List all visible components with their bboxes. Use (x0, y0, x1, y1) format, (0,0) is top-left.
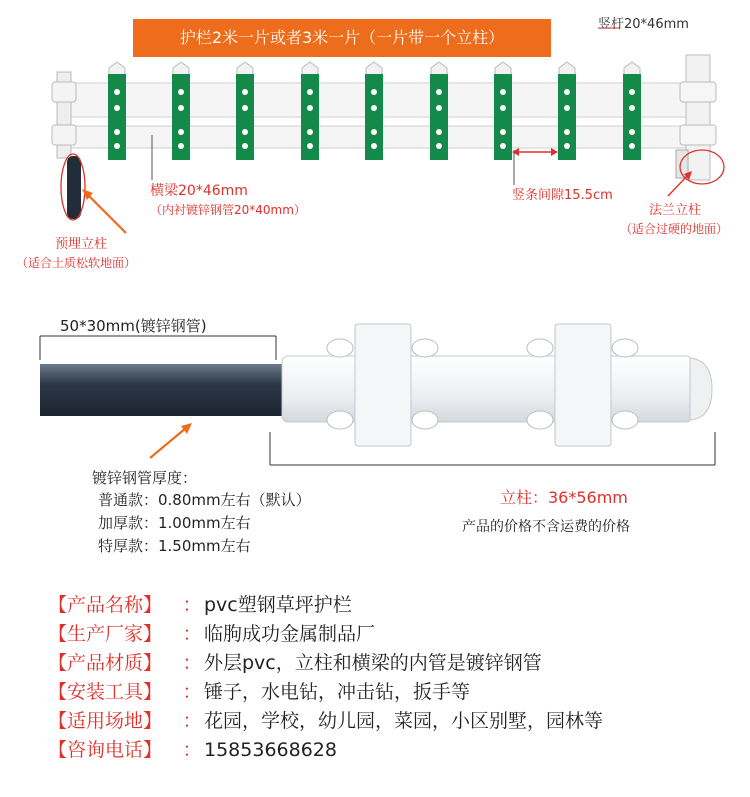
info-key: 【安装工具】 (48, 681, 163, 703)
fence-picket (108, 62, 126, 160)
info-row-venues (48, 707, 603, 735)
thickness-row: 加厚款：1.00mm左右 (98, 514, 251, 532)
fence-picket (365, 62, 383, 160)
thickness-row: 普通款：0.80mm左右（默认） (98, 491, 311, 509)
info-value: pvc塑钢草坪护栏 (204, 594, 352, 616)
pipe-size-label: 50*30mm(镀锌钢管) (60, 317, 207, 335)
fence-picket (172, 62, 190, 160)
info-value: 锤子，水电钻，冲击钻，扳手等 (204, 681, 471, 703)
gap-label: 竖条间隙15.5cm (512, 188, 613, 203)
embed-sub-label: （适合土质松软地面） (16, 256, 137, 270)
thickness-row: 特厚款：1.50mm左右 (98, 537, 251, 555)
fence-picket (301, 62, 319, 160)
fence-illustration (0, 0, 750, 290)
thickness-title: 镀锌钢管厚度： (92, 469, 198, 487)
beam-label: 横梁20*46mm (150, 183, 248, 199)
info-key: 【适用场地】 (48, 710, 163, 732)
info-row-phone (48, 736, 337, 764)
embedded-post-pipe (67, 156, 81, 219)
info-value: 外层pvc，立柱和横梁的内管是镀锌钢管 (204, 652, 542, 674)
info-row-maker (48, 620, 375, 648)
flange-sub-label: （适合过硬的地面） (620, 222, 729, 236)
post-label: 竖杆20*46mm (598, 17, 689, 32)
info-colon: ： (182, 623, 202, 645)
column-size-label: 立柱：36*56mm (500, 488, 628, 507)
flange-label: 法兰立柱 (649, 203, 702, 218)
fence-picket (558, 62, 576, 160)
info-colon: ： (182, 594, 202, 616)
info-row-material (48, 649, 542, 677)
info-key: 【生产厂家】 (48, 623, 163, 645)
info-colon: ： (182, 652, 202, 674)
info-row-name (48, 591, 352, 619)
fence-picket (430, 62, 448, 160)
beam-sub-label: （内衬镀锌钢管20*40mm） (150, 203, 306, 217)
info-row-tools (48, 678, 470, 706)
info-value: 临朐成功金属制品厂 (204, 623, 376, 645)
title-banner: 护栏2米一片或者3米一片（一片带一个立柱） (133, 19, 551, 57)
fence-picket (623, 62, 641, 160)
info-key: 【咨询电话】 (48, 739, 163, 761)
info-key: 【产品材质】 (48, 652, 163, 674)
embed-label: 预埋立柱 (55, 237, 108, 252)
fence-picket (494, 62, 512, 160)
fence-picket (236, 62, 254, 160)
info-value: 花园，学校，幼儿园，菜园，小区别墅，园林等 (204, 710, 604, 732)
info-value: 15853668628 (204, 739, 337, 761)
info-colon: ： (182, 681, 202, 703)
info-colon: ： (182, 710, 202, 732)
steel-pipe (40, 364, 290, 416)
info-key: 【产品名称】 (48, 594, 163, 616)
info-colon: ： (182, 739, 202, 761)
price-note: 产品的价格不含运费的价格 (462, 519, 630, 535)
